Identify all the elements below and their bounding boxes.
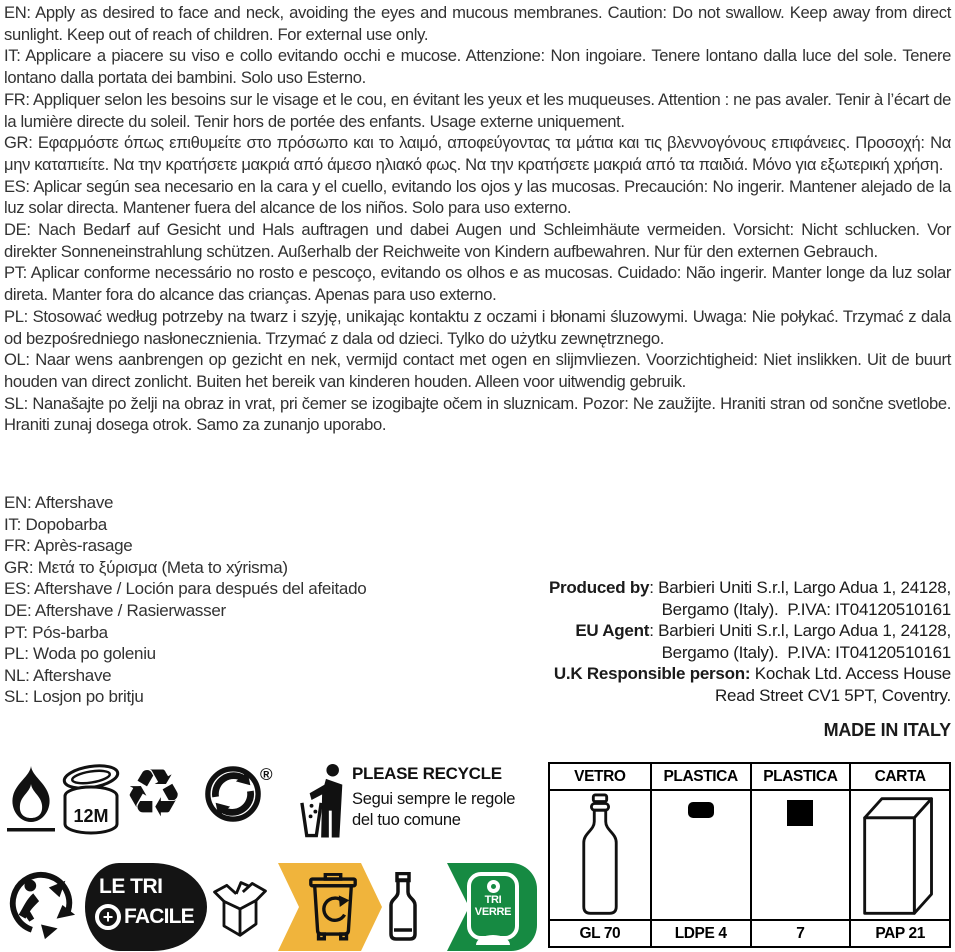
glass-bottle-icon [386,872,420,942]
yellow-bin-segment [278,863,382,951]
warning-sl: SL: Nanašajte po želji na obraz in vrat, pri čemer se izogibajte očem in sluznicam. Pozor: Ne zaužijte. Hraniti stran od sončne svetlobe. Hraniti zunaj dosega otrok. Samo za zunanjo uporabo. [4,393,951,435]
recycle-mobius-icon: ♻ [124,755,184,832]
product-name-de: DE: Aftershave / Rasierwasser [4,600,226,620]
producer-text: Kochak Ltd. Access House [750,664,951,684]
product-name-es: ES: Aftershave / Loción para después del afeitado [4,579,367,599]
table-header-vetro: VETRO [550,764,650,791]
table-code-gl70: GL 70 [550,919,650,946]
product-names-block [4,492,400,708]
product-name-en: EN: Aftershave [4,493,114,512]
facile-row [95,904,194,930]
warning-nl: OL: Naar wens aanbrengen op gezicht en nek, vermijd contact met ogen en slijmvliezen. Voorzichtigheid: Niet inslikken. Uit de buurt houden van direct zonlicht. Buiten het bereik van kinderen houden. Alleen voor uitwendig gebruik. [4,350,951,391]
le-tri-text: LE TRI [99,875,163,898]
table-header-plastica-2: PLASTICA [750,764,850,791]
eu-agent-label: EU Agent [575,621,650,641]
triman-icon [6,864,78,950]
warning-it: IT: Applicare a piacere su viso e collo evitando occhi e mucose. Attenzione: Non ingoiare. Tenere lontano dalla luce del sole. Tenere lontano dalla portata dei bambini. Solo uso Esterno. [4,46,951,88]
table-header-carta: CARTA [849,764,949,791]
product-name-nl: NL: Aftershave [4,665,112,685]
plus-circle-icon: + [95,904,121,930]
producer-text: Bergamo (Italy). P.IVA: IT04120510161 [661,599,951,619]
le-tri-facile-segment [85,863,207,951]
svg-text:12M: 12M [73,806,109,826]
table-code-7: 7 [750,919,850,946]
warning-en: EN: Apply as desired to face and neck, avoiding the eyes and mucous membranes. Caution: Do not swallow. Keep away from direct sunlight. Keep out of reach of children. For external use only. [4,3,951,44]
warnings-block [4,2,951,436]
flammable-icon [6,764,56,836]
open-box-icon [211,875,269,941]
wheelie-bin-icon [306,873,360,941]
warning-gr: GR: Εφαρμόστε όπως επιθυμείτε στο πρόσωπο και το λαιμό, αποφεύγοντας τα μάτια και τις βλεννογόνους επιφάνειες. Προσοχή: Να μην καταπιείτε. Να την κρατήσετε μακριά από άμεσο ηλιακό φως. Να την κρατήσετε μακριά από τα παιδιά. Μόνο για εξωτερική χρήση. [4,133,951,174]
badge-base [476,935,510,945]
producer-label: Produced by [548,578,650,597]
plastic-square-icon [787,800,813,826]
tri-verre-ring-icon [487,880,500,893]
tri-facile-banner [85,863,537,951]
recycle-note-block [352,764,515,831]
product-name-gr: GR: Μετά το ξύρισμα (Meta to xýrisma) [4,557,288,577]
tri-text: TRI [484,894,502,906]
producer-line [471,642,951,664]
recycle-note-line1: Segui sempre le regole [352,790,516,808]
table-cell-bottle [550,791,650,919]
producer-text: Read Street CV1 5PT, Coventry. [715,685,951,705]
product-name-pl: PL: Woda po goleniu [4,644,156,664]
warning-es: ES: Aplicar según sea necesario en la cara y el cuello, evitando los ojos y las mucosas. Precaución: No ingerir. Mantener alejado de la luz solar directa. Mantener fuera del alcance de los niños. Solo para uso externo. [4,176,951,218]
bottle-outline-icon [576,793,624,919]
warning-fr: FR: Appliquer selon les besoins sur le visage et le cou, en évitant les yeux et les muqueuses. Attention : ne pas avaler. Tenir à l’écart de la lumière directe du soleil. Tenir hors de portée des enfants. Usage externe uniquement. [4,89,951,131]
chevron-notch [447,863,469,951]
producer-text: Bergamo (Italy). P.IVA: IT04120510161 [661,642,951,662]
material-sorting-table [548,762,951,948]
table-header-plastica-1: PLASTICA [650,764,750,791]
table-code-ldpe4: LDPE 4 [650,919,750,946]
green-dot-icon [204,765,262,823]
tri-verre-segment [447,863,537,951]
product-name-it: IT: Dopobarba [4,514,107,534]
plastic-cap-icon [688,802,714,818]
verre-text: VERRE [474,906,512,918]
tri-verre-badge [467,872,519,940]
registered-trademark-symbol: ® [260,765,273,784]
warning-pl: PL: Stosować według potrzeby na twarz i szyję, unikając kontaktu z oczami i błonami śluzowymi. Uwaga: Nie połykać. Trzymać z dala od bezpośredniego nasłonecznienia. Trzymać z dala od dzieci. Tylko do użytku zewnętrznego. [4,306,951,348]
uk-responsible-label: U.K Responsible person: [553,664,751,684]
recycle-note-line2: del tuo comune [352,811,461,829]
recycle-note-title: PLEASE RECYCLE [352,764,502,783]
made-in-italy-text: MADE IN ITALY [823,719,951,740]
producer-text: : Barbieri Uniti S.r.l, Largo Adua 1, 24128, [649,578,951,597]
producer-line [471,620,951,642]
warning-de: DE: Nach Bedarf auf Gesicht und Hals auftragen und dabei Augen und Schleimhäute vermeiden. Vorsicht: Nicht schlucken. Vor direkter Sonneneinstrahlung schützen. Außerhalb der Reichweite von Kindern aufbewahren. Nur für den externen Gebrauch. [4,220,951,261]
producer-line [471,577,951,599]
carton-box-icon [858,793,942,919]
warning-pt: PT: Aplicar conforme necessário no rosto e pescoço, evitando os olhos e as mucosas. Cuidado: Não ingerir. Manter longe da luz solar direta. Manter fora do alcance das crianças. Apenas para uso externo. [4,263,951,305]
product-name-pt: PT: Pós-barba [4,622,108,642]
producer-text: : Barbieri Uniti S.r.l, Largo Adua 1, 24128, [649,621,951,641]
facile-text: FACILE [124,905,194,928]
table-cell-cap [650,791,750,919]
product-name-sl: SL: Losjon po britju [4,687,144,707]
table-cell-box [849,791,949,919]
table-cell-square [750,791,850,919]
producer-line [471,685,951,707]
table-code-pap21: PAP 21 [849,919,949,946]
producer-block [471,577,951,741]
tidyman-icon [300,762,350,840]
product-name-fr: FR: Après-rasage [4,536,133,556]
producer-line [471,663,951,685]
pao-12m-icon [58,762,124,838]
producer-line [471,599,951,621]
